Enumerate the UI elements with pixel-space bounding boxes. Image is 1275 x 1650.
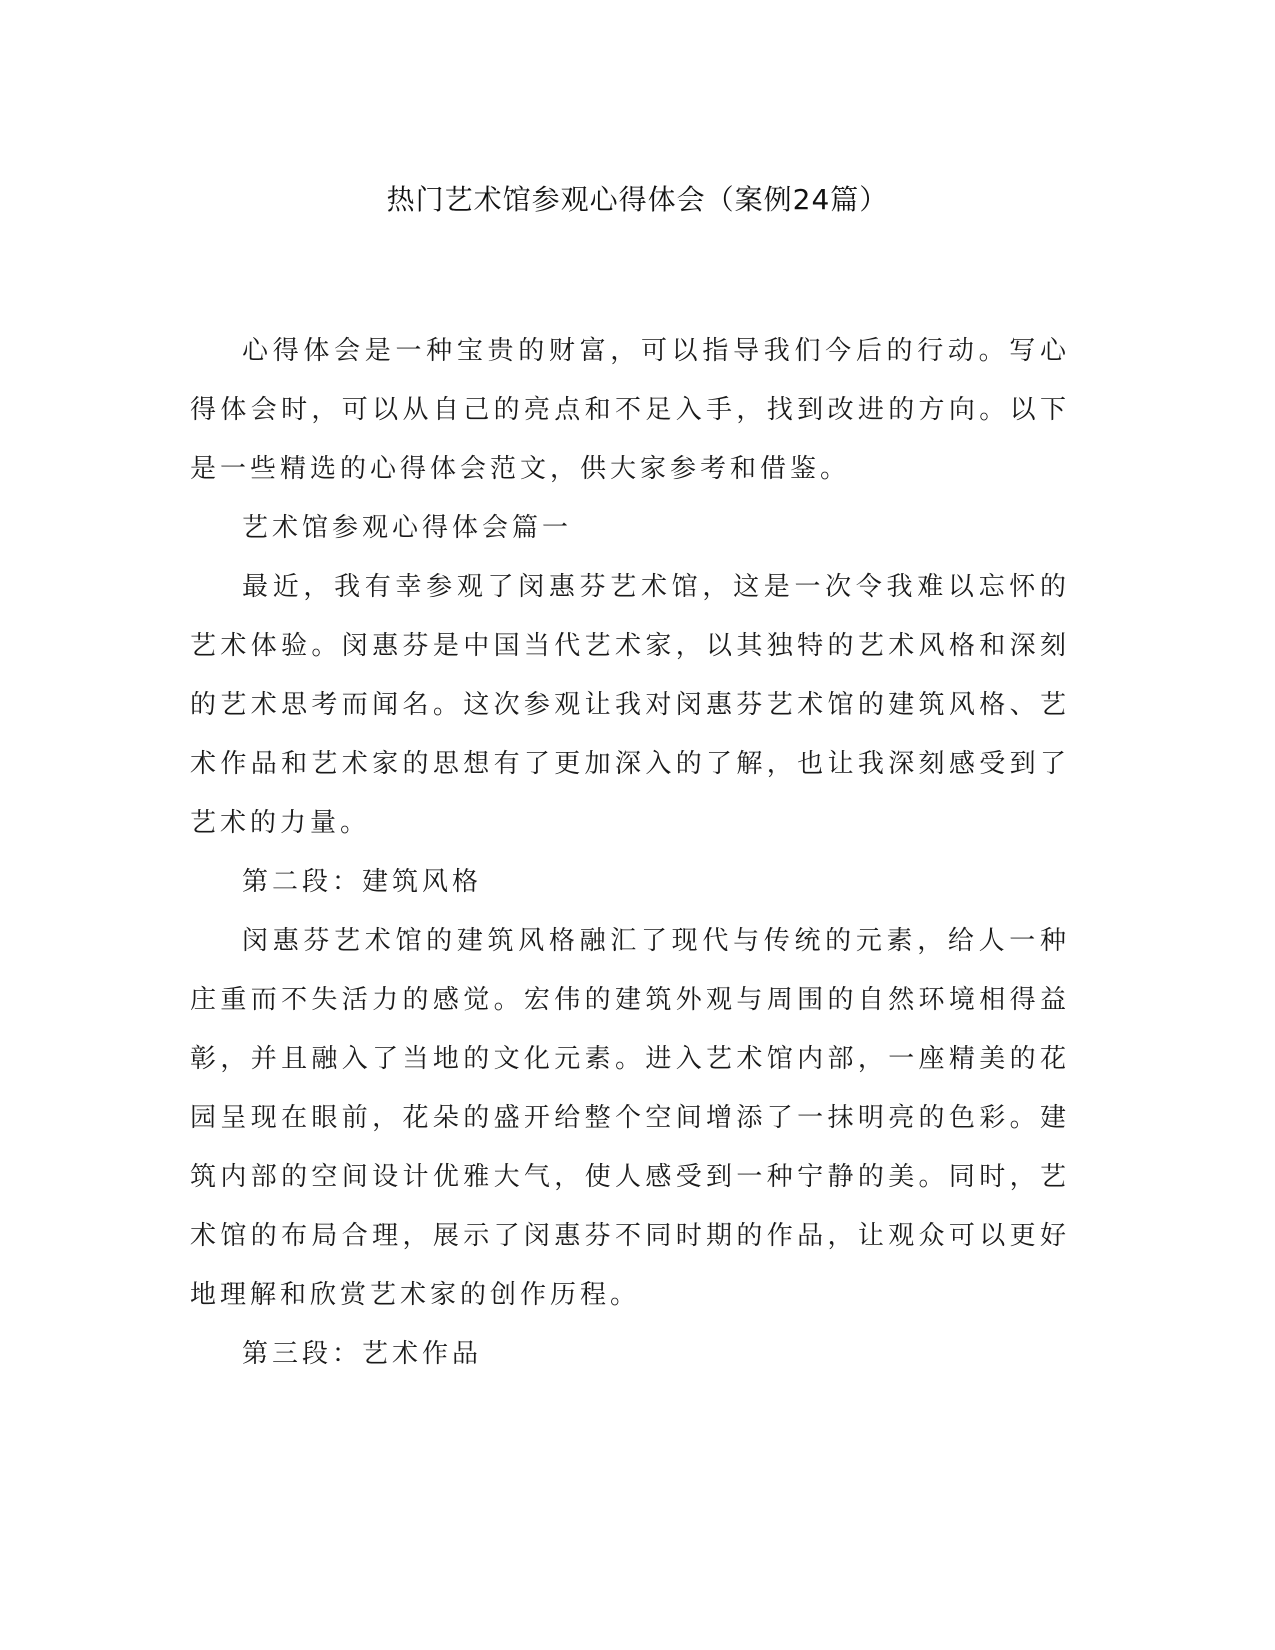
page-title: 热门艺术馆参观心得体会（案例24篇） [386, 183, 889, 216]
intro-paragraph: 心得体会是一种宝贵的财富，可以指导我们今后的行动。写心得体会时，可以从自己的亮点和不足入手，找到改进的方向。以下是一些精选的心得体会范文，供大家参考和借鉴。 [190, 336, 1070, 484]
document-body [190, 322, 1070, 1384]
section-heading-part-one: 艺术馆参观心得体会篇一 [242, 513, 573, 543]
body-paragraph-architecture: 闵惠芬艺术馆的建筑风格融汇了现代与传统的元素，给人一种庄重而不失活力的感觉。宏伟的建筑外观与周围的自然环境相得益彰，并且融入了当地的文化元素。进入艺术馆内部，一座精美的花园呈现在眼前，花朵的盛开给整个空间增添了一抹明亮的色彩。建筑内部的空间设计优雅大气，使人感受到一种宁静的美。同时，艺术馆的布局合理，展示了闵惠芬不同时期的作品，让观众可以更好地理解和欣赏艺术家的创作历程。 [190, 926, 1070, 1310]
section-heading-artworks: 第三段：艺术作品 [242, 1339, 483, 1369]
body-paragraph-intro-visit: 最近，我有幸参观了闵惠芬艺术馆，这是一次令我难以忘怀的艺术体验。闵惠芬是中国当代艺术家，以其独特的艺术风格和深刻的艺术思考而闻名。这次参观让我对闵惠芬艺术馆的建筑风格、艺术作品和艺术家的思想有了更加深入的了解，也让我深刻感受到了艺术的力量。 [190, 572, 1070, 838]
section-heading-architecture: 第二段：建筑风格 [242, 867, 483, 897]
